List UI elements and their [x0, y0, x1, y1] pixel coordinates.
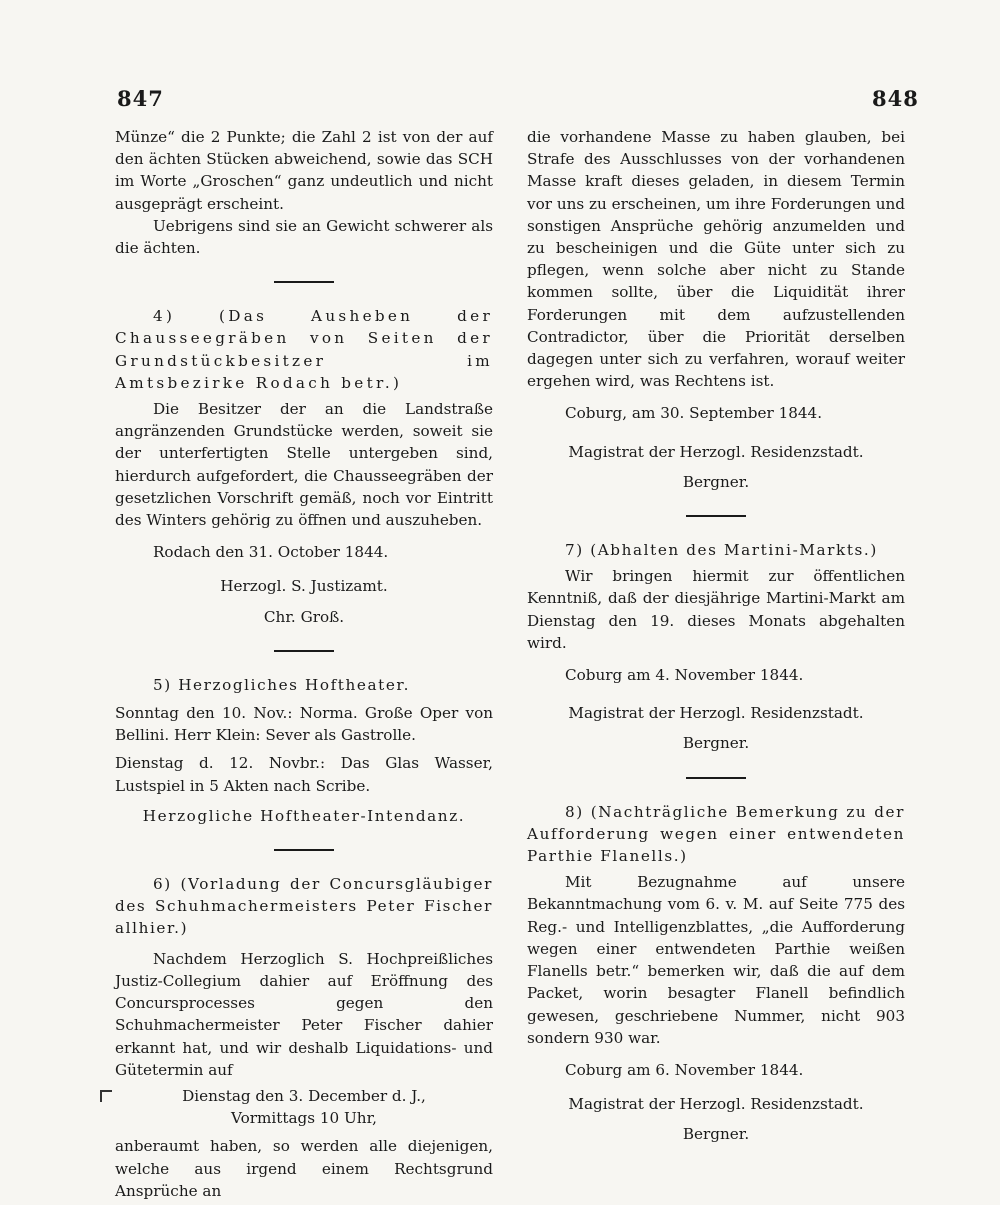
section-8-date: Coburg am 6. November 1844. — [565, 1060, 804, 1079]
section-6-body: Nachdem Herzoglich S. Hochpreißliches Justiz-Collegium dahier auf Eröffnung des Concursprocesses gegen den Schuhmachermeister Peter Fischer dahier erkannt hat, und wir deshalb Liquidations- und Gütetermin auf — [115, 949, 493, 1079]
section-6-body-continued: anberaumt haben, so werden alle diejenigen, welche aus irgend einem Rechtsgrund Ansprüche an — [115, 1137, 493, 1200]
section-8-heading: 8) (Nachträgliche Bemerkung zu der Aufforderung wegen einer entwendeten Parthie Flanells.) — [527, 802, 905, 866]
section-8-body: Mit Bezugnahme auf unsere Bekanntmachung vom 6. v. M. auf Seite 775 des Reg.- und Intelligenzblattes, „die Aufforderung wegen einer entwendeten Parthie weißen Flanells betr.“ bemerken wir, daß die auf dem Packet, worin besagter Flanell befindlich gewesen, geschriebene Nummer, nicht 903 sondern 930 war. — [527, 873, 905, 1047]
section-6-continuation: die vorhandene Masse zu haben glauben, bei Strafe des Ausschlusses von der vorhandenen Masse kraft dieses geladen, in diesem Termin vor uns zu erscheinen, um ihre Forderungen und sonstigen Ansprüche gehörig anzumelden und zu bescheinigen und die Güte unter sich zu pflegen, wenn solche aber nicht zu Stande kommen sollte, über die Liquidität ihrer Forderungen mit dem aufzustellenden Contradictor, über die Priorität derselben dagegen unter sich zu verfahren, worauf weiter ergehen wird, was Rechtens ist. — [527, 128, 905, 391]
section-divider — [274, 281, 334, 283]
section-6-signatory: Bergner. — [682, 472, 750, 491]
section-4-authority: Herzogl. S. Justizamt. — [220, 577, 388, 596]
section-6-heading: 6) (Vorladung der Concursgläubiger des Schuhmachermeisters Peter Fischer allhier.) — [115, 875, 493, 938]
section-divider — [274, 650, 334, 652]
hearing-time: Vormittags 10 Uhr, — [231, 1109, 377, 1128]
page-number-right: 848 — [872, 86, 919, 111]
section-7-authority: Magistrat der Herzogl. Residenzstadt. — [568, 704, 864, 723]
section-divider — [686, 777, 746, 779]
section-5-heading: 5) Herzogliches Hoftheater. — [153, 675, 411, 694]
section-6-authority: Magistrat der Herzogl. Residenzstadt. — [568, 442, 864, 461]
section-divider — [274, 849, 334, 851]
section-7-date: Coburg am 4. November 1844. — [565, 666, 804, 685]
section-divider — [686, 515, 746, 517]
section-6-date: Coburg, am 30. September 1844. — [565, 404, 823, 423]
coin-description: Münze“ die 2 Punkte; die Zahl 2 ist von der auf den ächten Stücken abweichend, sowie das SCH im Worte „Groschen“ ganz undeutlich und nicht ausgeprägt erscheint. — [115, 128, 493, 213]
hearing-date: Dienstag den 3. December d. J., — [182, 1086, 426, 1105]
section-4-body: Die Besitzer der an die Landstraße angränzenden Grundstücke werden, soweit sie der unterfertigten Stelle untergeben sind, hierdurch aufgefordert, die Chausseegräben der gesetzlichen Vorschrift gemäß, noch vor Eintritt des Winters gehörig zu öffnen und auszuheben. — [115, 400, 493, 530]
corner-mark — [100, 1090, 112, 1102]
right-column — [527, 126, 905, 1146]
section-4-date: Rodach den 31. October 1844. — [153, 543, 389, 562]
section-8-signatory: Bergner. — [682, 1125, 750, 1144]
page-number-left: 847 — [117, 86, 164, 111]
section-4-signatory: Chr. Groß. — [263, 607, 345, 626]
theater-entry-sunday: Sonntag den 10. Nov.: Norma. Große Oper von Bellini. Herr Klein: Sever als Gastrolle. — [115, 704, 493, 745]
coin-weight-note: Uebrigens sind sie an Gewicht schwerer als die ächten. — [115, 216, 493, 258]
section-7-body: Wir bringen hiermit zur öffentlichen Kenntniß, daß der diesjährige Martini-Markt am Dienstag den 19. dieses Monats abgehalten wird. — [527, 567, 905, 652]
section-4-heading: 4) (Das Ausheben der Chausseegräben von Seiten der Grundstückbesitzer im Amtsbezirke Rodach betr.) — [115, 307, 493, 392]
section-8-authority: Magistrat der Herzogl. Residenzstadt. — [568, 1095, 864, 1114]
section-7-heading: 7) (Abhalten des Martini-Markts.) — [565, 541, 878, 560]
theater-entry-tuesday: Dienstag d. 12. Novbr.: Das Glas Wasser, Lustspiel in 5 Akten nach Scribe. — [115, 754, 493, 795]
left-column — [115, 126, 493, 1202]
section-7-signatory: Bergner. — [682, 734, 750, 753]
section-5-signature: Herzogliche Hoftheater-Intendanz. — [142, 806, 466, 825]
